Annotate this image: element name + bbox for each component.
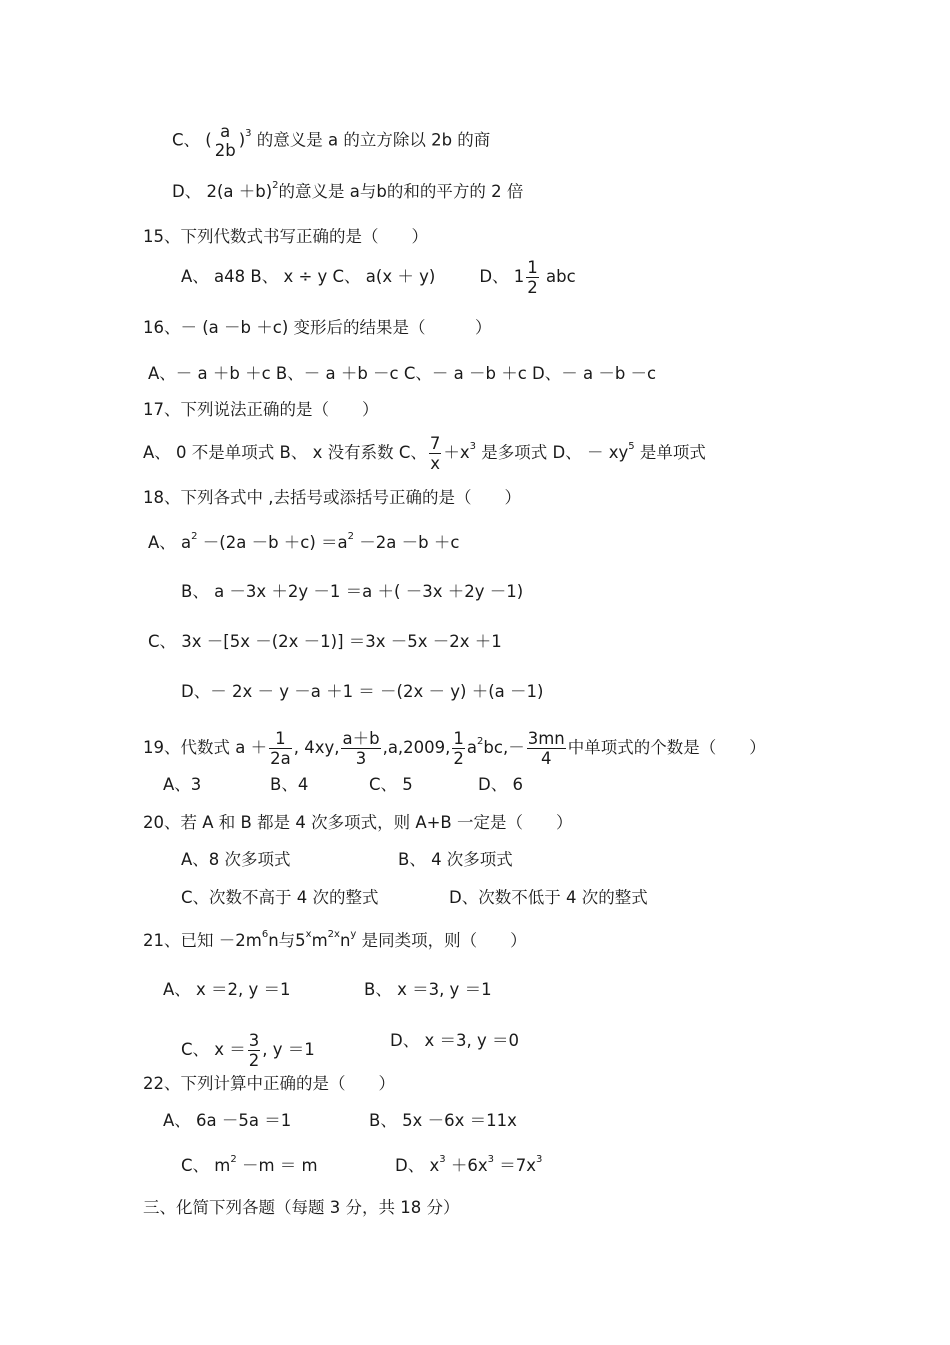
fraction: $\frac{3mn}{4}$ [527, 729, 565, 768]
question-19: 19、代数式 a ＋ $\frac{1}{2a}$ , 4xy, $\frac{a+b}{3}$ ,a,2009, $\frac{1}{2}$ $a^2bc,-$ $\frac{3mn}{4}$ 中单项式的个数是（ ） [143, 729, 766, 768]
fraction: $\frac{1}{2}$ [453, 729, 464, 768]
q18-option-c: C、 3x －[5x －(2x －1)] ＝3x －5x －2x ＋1 [148, 632, 502, 651]
q19-option-b: B、4 [270, 775, 309, 794]
question-21: 21、已知 $-2m^6n$与$5^xm^{2x}n^y$ 是同类项，则（ ） [143, 928, 527, 950]
q22-option-d: D、 $x^3 +6x^3 =7x^3$ [395, 1153, 543, 1175]
q20-option-b: B、 4 次多项式 [398, 850, 513, 869]
q20-option-a: A、8 次多项式 [181, 850, 291, 869]
fraction: a 2b [214, 122, 236, 160]
question-17: 17、下列说法正确的是（ ） [143, 400, 379, 419]
q21-option-a: A、 x ＝2, y ＝1 [163, 980, 291, 999]
fraction: $\frac{1}{2}$ [527, 258, 538, 297]
q21-option-b: B、 x ＝3, y ＝1 [364, 980, 492, 999]
q21-option-d: D、 x ＝3, y ＝0 [390, 1031, 519, 1050]
section-3-heading: 三、化简下列各题（每题 3 分，共 18 分） [143, 1198, 460, 1217]
q15-options: A、 a48 B、 x ÷ y C、 a(x ＋ y) D、 1 $\frac{1}{2}$ abc [181, 258, 576, 297]
q18-option-b: B、 a －3x ＋2y －1 ＝a ＋( －3x ＋2y －1) [181, 582, 524, 601]
q19-option-c: C、 5 [369, 775, 413, 794]
q14-option-d: D、 $2(a +b)^2$的意义是 a与b的和的平方的 2 倍 [172, 179, 524, 201]
q19-option-d: D、 6 [478, 775, 523, 794]
q16-options: A、－ a ＋b ＋c B、－ a ＋b －c C、－ a －b ＋c D、－ a －b －c [148, 364, 657, 383]
q22-option-b: B、 5x －6x ＝11x [369, 1111, 517, 1130]
question-16: 16、－ (a －b ＋c) 变形后的结果是（ ） [143, 318, 492, 337]
q22-option-c: C、 $m^2 -m = m$ [181, 1153, 318, 1175]
fraction: $\frac{7}{x}$ [429, 434, 441, 473]
q18-option-d: D、－ 2x － y －a ＋1 ＝ －(2x － y) ＋(a －1) [181, 682, 544, 701]
q17-options: A、 0 不是单项式 B、 x 没有系数 C、 $\frac{7}{x}$ $+x^3$ 是多项式 D、 － $xy^5$ 是单项式 [143, 434, 706, 473]
fraction: $\frac{3}{2}$ [248, 1031, 260, 1070]
q20-option-c: C、次数不高于 4 次的整式 [181, 888, 379, 907]
fraction: $\frac{1}{2a}$ [270, 729, 291, 768]
q22-option-a: A、 6a －5a ＝1 [163, 1111, 292, 1130]
q18-option-a: A、 $a^2 -(2a -b +c) =a^2 -2a -b +c$ [148, 530, 460, 552]
q19-option-a: A、3 [163, 775, 202, 794]
q20-option-d: D、次数不低于 4 次的整式 [449, 888, 648, 907]
question-20: 20、若 A 和 B 都是 4 次多项式，则 A+B 一定是（ ） [143, 813, 573, 832]
question-22: 22、下列计算中正确的是（ ） [143, 1074, 395, 1093]
q14-option-c: C、 ( a 2b )$^3$ 的意义是 a 的立方除以 2b 的商 [172, 122, 491, 160]
fraction: $\frac{a+b}{3}$ [342, 729, 380, 768]
question-18: 18、下列各式中 ,去括号或添括号正确的是（ ） [143, 488, 521, 507]
q21-option-c: C、 x ＝ $\frac{3}{2}$ , y ＝1 [181, 1031, 315, 1070]
question-15: 15、下列代数式书写正确的是（ ） [143, 227, 428, 246]
